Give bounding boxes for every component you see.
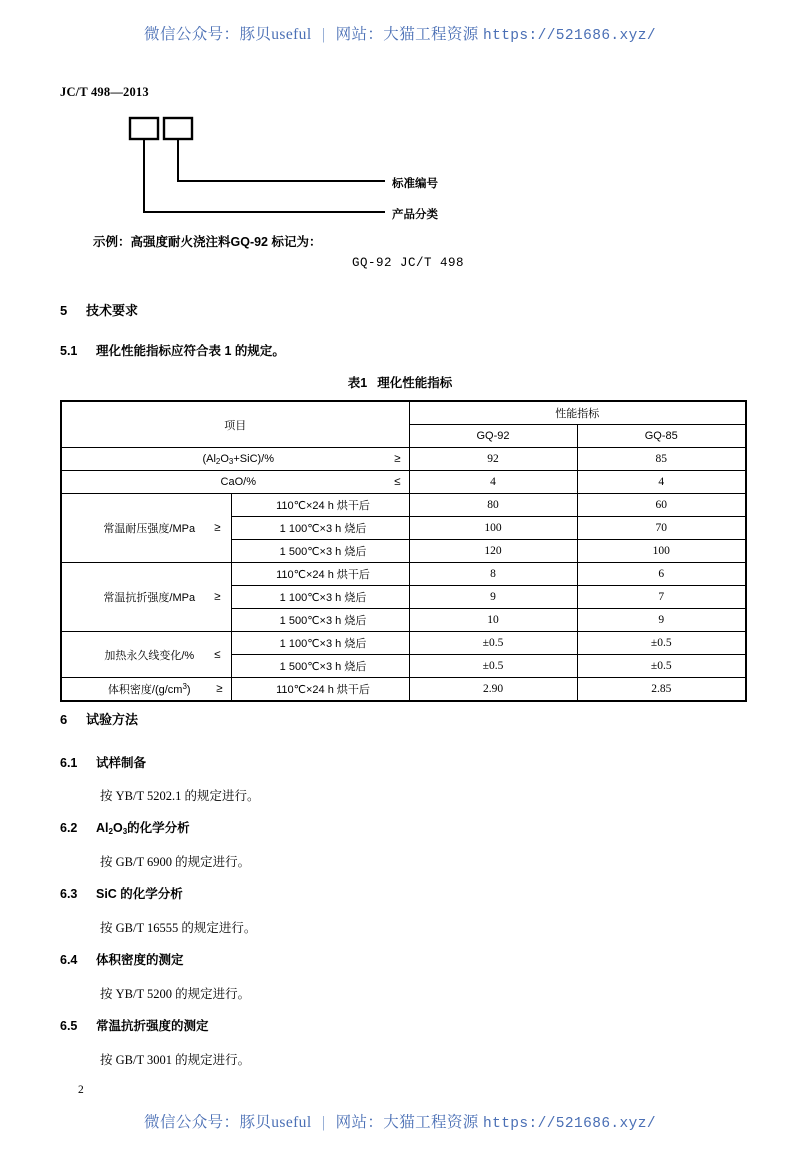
heading-section-6-5-title: 常温抗折强度的测定 [96, 1019, 209, 1033]
watermark-site-label: 网站：大猫工程资源 [335, 26, 479, 43]
heading-section-6-4-number: 6.4 [60, 953, 78, 967]
item-sub-2: 3 [228, 457, 234, 466]
table-cell-gq85: 100 [577, 540, 746, 563]
watermark-separator: | [321, 1114, 326, 1131]
watermark-url: https://521686.xyz/ [483, 1116, 656, 1132]
diagram-label-standard-number: 标准编号 [392, 178, 438, 190]
watermark-wechat-label: 微信公众号：豚贝useful [144, 1114, 312, 1131]
heading-section-5-1-text: 理化性能指标应符合表 1 的规定。 [96, 344, 285, 358]
table-cell-gq85: 60 [577, 494, 746, 517]
table-cell-gq92: 8 [409, 563, 577, 586]
heading-section-5-1 [60, 341, 285, 359]
paragraph-section-6-2: 按 GB/T 6900 的规定进行。 [100, 855, 251, 869]
table-cell-condition: 1 100℃×3 h 烧后 [231, 517, 409, 540]
diagram-box-standard-number [164, 118, 192, 139]
heading-section-6-title: 试验方法 [86, 712, 139, 727]
heading-section-6-4-title: 体积密度的测定 [96, 953, 184, 967]
table-header-spec: 性能指标 [409, 401, 746, 425]
table-cell-condition: 110℃×24 h 烘干后 [231, 563, 409, 586]
table-cell-condition: 1 100℃×3 h 烧后 [231, 586, 409, 609]
diagram-box-product-category [130, 118, 158, 139]
table-header-item: 项目 [61, 401, 409, 448]
paragraph-section-6-4: 按 YB/T 5200 的规定进行。 [100, 987, 251, 1001]
heading-section-6 [60, 709, 138, 728]
table-cell-gq85: 4 [577, 471, 746, 494]
watermark-wechat-label: 微信公众号：豚贝useful [144, 26, 312, 43]
watermark-top [0, 22, 800, 44]
heading-section-6-1-title: 试样制备 [96, 756, 147, 770]
table-cell-item [61, 471, 409, 494]
heading-section-6-2-title [96, 821, 190, 835]
table-row [61, 494, 746, 517]
item-sup: 3 [182, 682, 187, 691]
watermark-separator: | [321, 26, 326, 43]
table-cell-gq92: ±0.5 [409, 655, 577, 678]
formula-sub-2: 3 [122, 827, 128, 836]
table-cell-condition: 1 500℃×3 h 烧后 [231, 655, 409, 678]
heading-section-6-5 [60, 1016, 209, 1034]
table-cell-gq92: ±0.5 [409, 632, 577, 655]
table-cell-gq85: 2.85 [577, 678, 746, 702]
table-header-col-gq85: GQ-85 [577, 425, 746, 448]
table-cell-gq92: 120 [409, 540, 577, 563]
heading-section-6-5-number: 6.5 [60, 1019, 78, 1033]
heading-section-6-3-number: 6.3 [60, 887, 78, 901]
table-row [61, 563, 746, 586]
table-header-row-1 [61, 401, 746, 425]
watermark-url: https://521686.xyz/ [483, 28, 656, 44]
heading-section-6-2 [60, 818, 190, 836]
table-row [61, 471, 746, 494]
diagram-label-product-category: 产品分类 [392, 209, 438, 221]
physical-chemical-spec-table [60, 400, 747, 702]
item-text-mid: O [220, 453, 229, 465]
item-text-pre: (Al [202, 453, 216, 465]
designation-example-text: 示例：高强度耐火浇注料GQ-92 标记为： [93, 235, 322, 249]
table-cell-gq92: 80 [409, 494, 577, 517]
page-number: 2 [78, 1084, 84, 1096]
heading-section-6-4 [60, 950, 184, 968]
item-text-pre: 体积密度/(g/cm [107, 684, 183, 696]
item-symbol: ≤ [214, 648, 221, 661]
table-cell-gq92: 9 [409, 586, 577, 609]
table-cell-gq85: ±0.5 [577, 655, 746, 678]
table-caption [0, 373, 800, 391]
designation-example-marking: GQ-92 JC/T 498 [352, 256, 465, 270]
table-cell-gq85: 7 [577, 586, 746, 609]
diagram-leader-product-category [144, 139, 385, 212]
table-cell-gq92: 92 [409, 448, 577, 471]
heading-section-6-3-title: SiC 的化学分析 [96, 887, 183, 901]
table-cell-condition: 110℃×24 h 烘干后 [231, 678, 409, 702]
formula-text-mid: O [112, 821, 123, 835]
table-cell-item-group [61, 632, 231, 678]
item-symbol: ≥ [214, 591, 221, 603]
item-text-post: ) [186, 684, 191, 696]
table-cell-condition: 1 500℃×3 h 烧后 [231, 540, 409, 563]
table-cell-condition: 1 100℃×3 h 烧后 [231, 632, 409, 655]
table-caption-label: 表1 [347, 376, 368, 390]
item-text: 常温耐压强度/MPa [103, 523, 196, 535]
table-row [61, 632, 746, 655]
table-cell-item-group [61, 563, 231, 632]
paragraph-section-6-1: 按 YB/T 5202.1 的规定进行。 [100, 789, 260, 803]
heading-section-6-2-number: 6.2 [60, 821, 78, 835]
table-cell-item [61, 448, 409, 471]
table-cell-item [61, 678, 231, 702]
diagram-leader-standard-number [178, 139, 385, 181]
item-text: CaO/% [220, 476, 256, 488]
heading-section-5 [60, 300, 138, 319]
table-cell-item-group [61, 494, 231, 563]
heading-section-5-1-number: 5.1 [60, 344, 78, 358]
table-cell-gq92: 100 [409, 517, 577, 540]
item-symbol: ≥ [394, 453, 401, 465]
table-cell-gq85: 70 [577, 517, 746, 540]
paragraph-section-6-3: 按 GB/T 16555 的规定进行。 [100, 921, 257, 935]
standard-code: JC/T 498—2013 [60, 85, 149, 99]
item-sub-1: 2 [215, 457, 221, 466]
table-row [61, 448, 746, 471]
heading-section-6-number: 6 [60, 712, 68, 727]
item-symbol: ≤ [394, 476, 401, 488]
table-caption-title: 理化性能指标 [377, 376, 453, 390]
item-text-post: +SiC)/% [233, 453, 275, 465]
table-cell-gq85: 6 [577, 563, 746, 586]
table-cell-condition: 110℃×24 h 烘干后 [231, 494, 409, 517]
watermark-bottom [0, 1110, 800, 1132]
paragraph-section-6-5: 按 GB/T 3001 的规定进行。 [100, 1053, 251, 1067]
heading-section-6-3 [60, 884, 183, 902]
item-symbol: ≥ [216, 683, 223, 695]
table-cell-gq85: 9 [577, 609, 746, 632]
item-text: 常温抗折强度/MPa [103, 592, 196, 604]
heading-section-6-1 [60, 753, 146, 771]
table-cell-gq92: 10 [409, 609, 577, 632]
heading-section-6-1-number: 6.1 [60, 756, 78, 770]
heading-section-5-title: 技术要求 [86, 303, 139, 318]
table-row [61, 678, 746, 702]
formula-sub-1: 2 [108, 827, 113, 836]
table-cell-condition: 1 500℃×3 h 烧后 [231, 609, 409, 632]
watermark-site-label: 网站：大猫工程资源 [335, 1114, 479, 1131]
item-text: 加热永久线变化/% [104, 649, 195, 662]
item-symbol: ≥ [214, 522, 221, 534]
table-cell-gq85: 85 [577, 448, 746, 471]
formula-text-pre: Al [96, 821, 109, 835]
table-header-col-gq92: GQ-92 [409, 425, 577, 448]
table-cell-gq85: ±0.5 [577, 632, 746, 655]
table-cell-gq92: 2.90 [409, 678, 577, 702]
table-cell-gq92: 4 [409, 471, 577, 494]
heading-section-5-number: 5 [60, 303, 68, 318]
formula-text-post: 的化学分析 [127, 821, 190, 835]
